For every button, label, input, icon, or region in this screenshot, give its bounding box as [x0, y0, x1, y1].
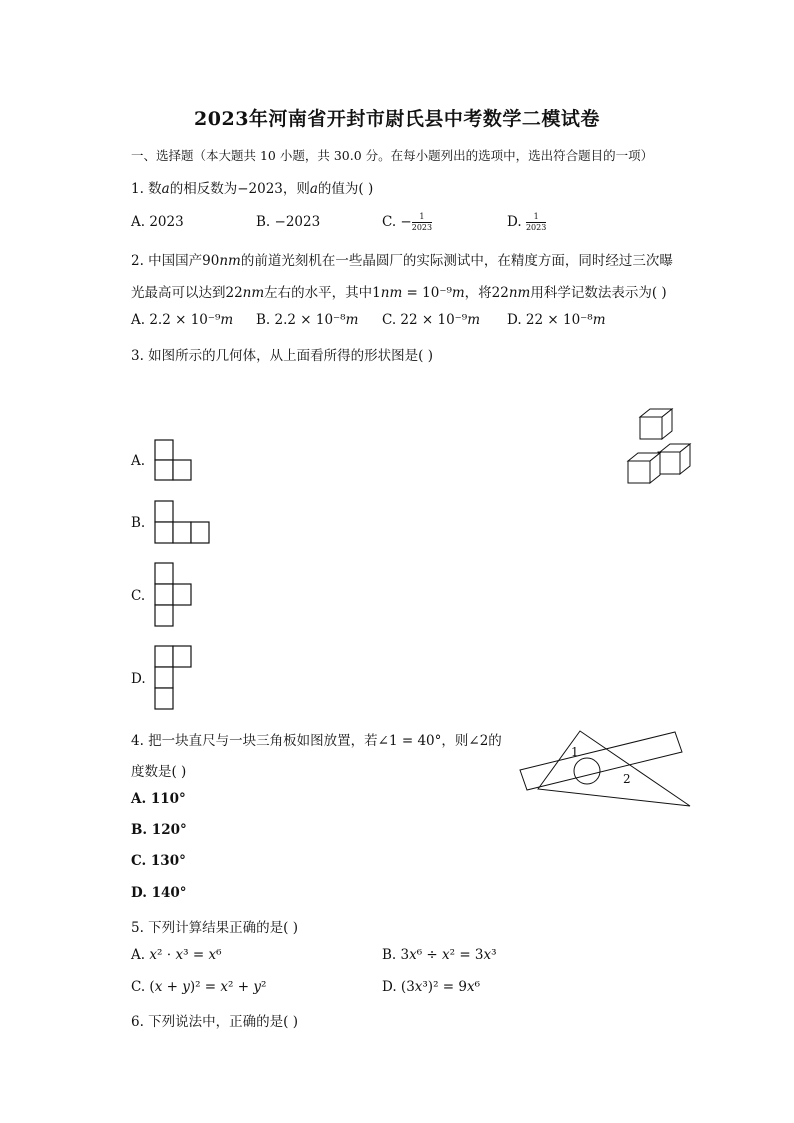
q1-option-a[interactable]: A. 2023	[131, 214, 184, 230]
q3-option-a-label[interactable]: A.	[131, 453, 146, 469]
q2-option-d[interactable]: D. 22 × 10⁻⁸𝑚	[507, 312, 606, 328]
q1-option-d-label: D.	[507, 214, 522, 230]
q5-option-a[interactable]: A. 𝑥² ⋅ 𝑥³ = 𝑥⁶	[131, 947, 222, 963]
q4-option-d[interactable]: D. 140°	[131, 885, 187, 901]
q1-option-c[interactable]	[382, 212, 432, 233]
q4-option-c[interactable]: C. 130°	[131, 853, 186, 869]
q2-option-a[interactable]: A. 2.2 × 10⁻⁹𝑚	[131, 312, 234, 328]
q4-stem-line1: 4. 把一块直尺与一块三角板如图放置，若∠1 = 40°，则∠2的	[131, 733, 502, 749]
section-heading: 一、选择题（本大题共 10 小题，共 30.0 分。在每小题列出的选项中，选出符合题目的一项）	[131, 148, 654, 163]
q3-option-d-shape[interactable]	[154, 645, 194, 712]
q1-option-d-fraction: $\frac{1}{2023}$	[525, 212, 547, 232]
q5-option-c[interactable]: C. (𝑥 + 𝑦)² = 𝑥² + 𝑦²	[131, 979, 267, 995]
q3-option-b-label[interactable]: B.	[131, 515, 146, 531]
q3-option-b-shape[interactable]	[154, 500, 212, 545]
q5-option-d[interactable]: D. (3𝑥³)² = 9𝑥⁶	[382, 979, 480, 995]
q1-stem: 1. 数𝑎的相反数为−2023，则𝑎的值为( )	[131, 181, 374, 197]
q5-option-b[interactable]: B. 3𝑥⁶ ÷ 𝑥² = 3𝑥³	[382, 947, 497, 963]
q6-stem: 6. 下列说法中，正确的是( )	[131, 1014, 298, 1030]
q3-option-c-label[interactable]: C.	[131, 588, 146, 604]
q4-angle1-label: 1	[571, 745, 579, 759]
q1-option-b[interactable]: B. −2023	[256, 214, 321, 230]
q2-stem-line2: 光最高可以达到22𝑛𝑚左右的水平，其中1𝑛𝑚 = 10⁻⁹𝑚，将22𝑛𝑚用科学记数法表示为( )	[131, 285, 667, 301]
q2-option-b[interactable]: B. 2.2 × 10⁻⁸𝑚	[256, 312, 359, 328]
q2-stem-line1: 2. 中国国产90𝑛𝑚的前道光刻机在一些晶圆厂的实际测试中，在精度方面，同时经过三次曝	[131, 253, 673, 269]
q5-stem: 5. 下列计算结果正确的是( )	[131, 920, 298, 936]
q4-option-b[interactable]: B. 120°	[131, 822, 187, 838]
q3-option-a-shape[interactable]	[154, 439, 194, 483]
q1-option-d[interactable]	[507, 212, 546, 233]
q3-stem: 3. 如图所示的几何体，从上面看所得的形状图是( )	[131, 348, 433, 364]
page-title: 2023年河南省开封市尉氏县中考数学二模试卷	[194, 108, 600, 130]
q3-option-d-label[interactable]: D.	[131, 671, 146, 687]
q4-angle2-label: 2	[623, 772, 631, 786]
q2-option-c[interactable]: C. 22 × 10⁻⁹𝑚	[382, 312, 481, 328]
q1-option-c-label: C. −	[382, 214, 412, 230]
q4-option-a[interactable]: A. 110°	[131, 791, 186, 807]
q3-option-c-shape[interactable]	[154, 562, 194, 628]
q3-cube-figure	[620, 405, 700, 490]
q4-ruler-triangle-figure	[515, 722, 695, 812]
q4-stem-line2: 度数是( )	[131, 764, 187, 780]
q1-option-c-fraction: $\frac{1}{2023}$	[411, 212, 433, 232]
